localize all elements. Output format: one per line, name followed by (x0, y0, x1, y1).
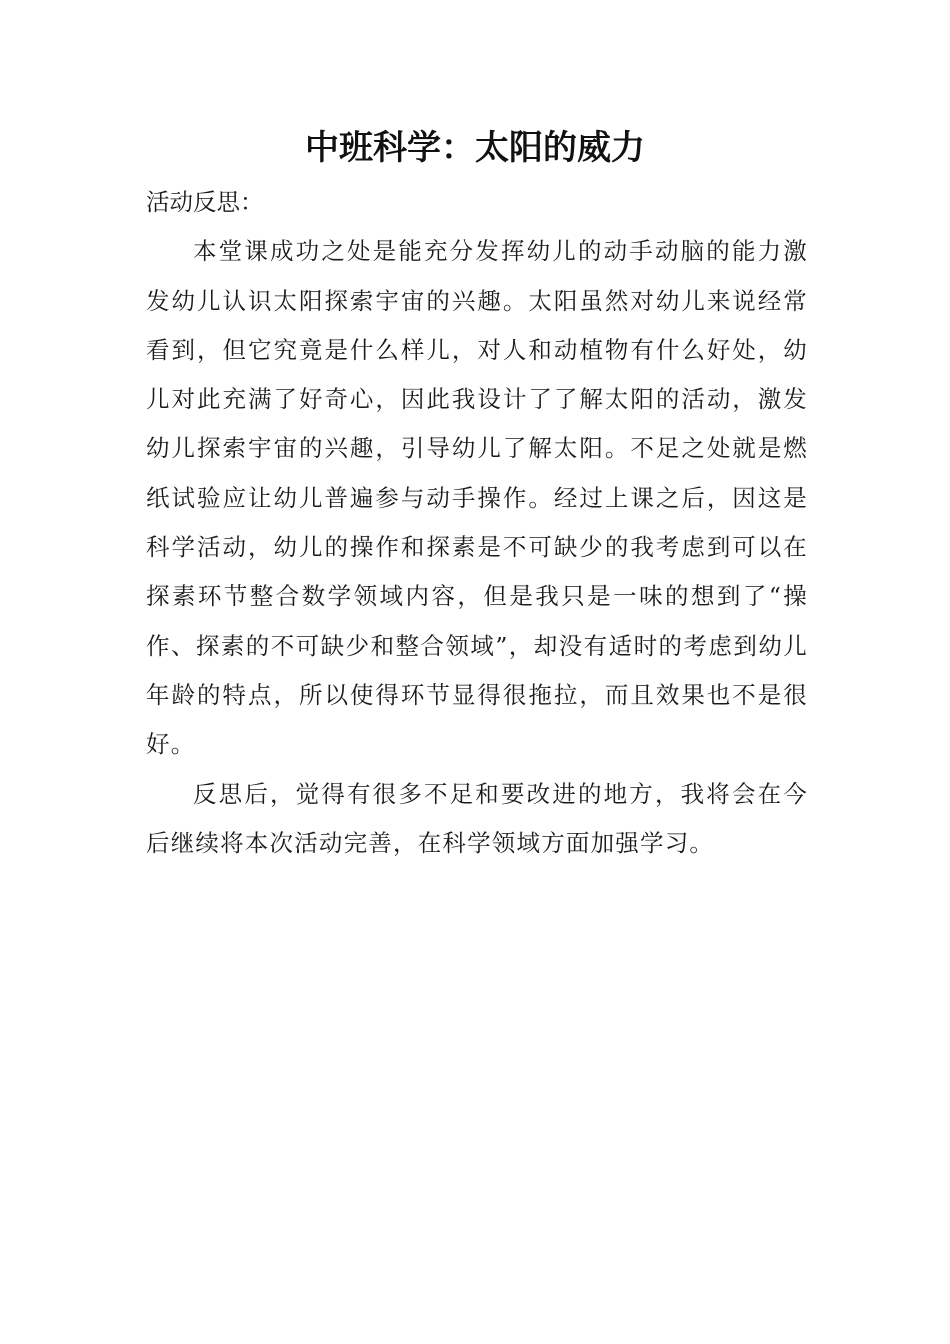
body-paragraph-1: 本堂课成功之处是能充分发挥幼儿的动手动脑的能力激发幼儿认识太阳探索宇宙的兴趣。太阳虽然对幼儿来说经常看到，但它究竟是什么样儿，对人和动植物有什么好处，幼儿对此充满了好奇心，因此我设计了了解太阳的活动，激发幼儿探索宇宙的兴趣，引导幼儿了解太阳。不足之处就是燃纸试验应让幼儿普遍参与动手操作。经过上课之后，因这是科学活动，幼儿的操作和探素是不可缺少的我考虑到可以在探素环节整合数学领域内容，但是我只是一味的想到了“操作、探素的不可缺少和整合领域”，却没有适时的考虑到幼儿年龄的特点，所以使得环节显得很拖拉，而且效果也不是很好。 (146, 237, 808, 759)
body-paragraph-2: 反思后，觉得有很多不足和要改进的地方，我将会在今后继续将本次活动完善，在科学领域方面加强学习。 (146, 779, 808, 857)
section-label: 活动反思： (146, 188, 264, 216)
document-title: 中班科学：太阳的威力 (305, 128, 645, 168)
document-body (146, 178, 808, 868)
